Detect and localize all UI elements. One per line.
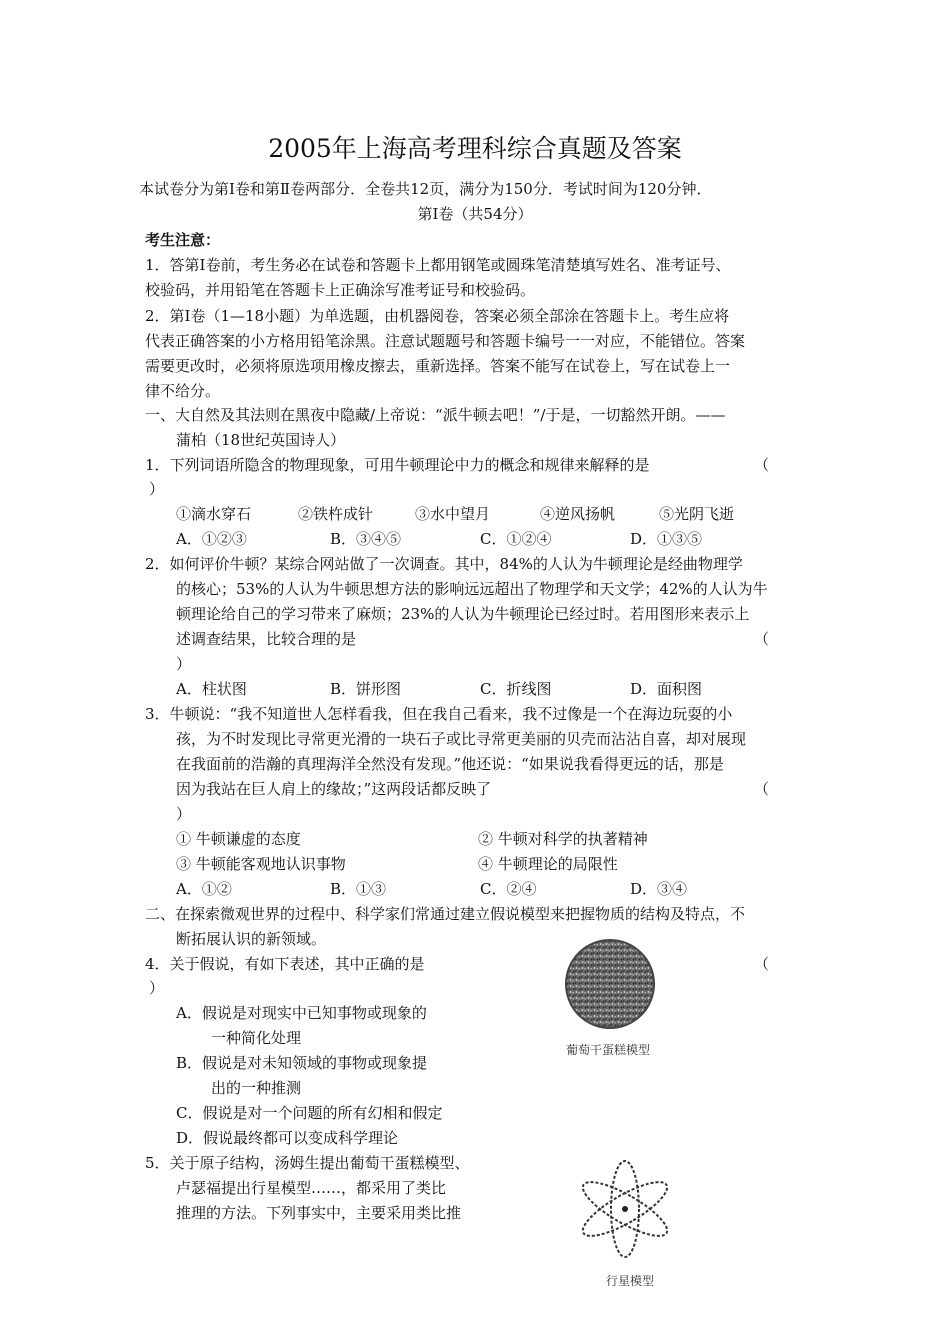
intro-text: 本试卷分为第Ⅰ卷和第Ⅱ卷两部分．全卷共12页，满分为150分．考试时间为120分钟．	[139, 180, 712, 198]
q4-paren-open: （	[754, 955, 770, 973]
q1-option-a: A．①②③	[176, 530, 247, 548]
q4-stem: 4．关于假说，有如下表述，其中正确的是	[145, 955, 425, 973]
section1-heading: 一、大自然及其法则在黑夜中隐藏/上帝说：“派牛顿去吧！”/于是，一切豁然开朗。——	[145, 406, 726, 424]
q3-option-b: B．①③	[330, 880, 387, 898]
notice-line: 需要更改时，必须将原选项用橡皮擦去，重新选择。答案不能写在试卷上，写在试卷上一	[145, 357, 731, 375]
q5-line: 推理的方法。下列事实中，主要采用类比推	[176, 1204, 462, 1222]
notice-line: 代表正确答案的小方格用铅笔涂黑。注意试题题号和答题卡编号一一对应，不能错位。答案	[145, 332, 746, 350]
q4-option-b: B．假说是对未知领域的事物或现象提	[176, 1054, 428, 1072]
q4-paren-close: ）	[149, 979, 165, 997]
notice-line: 律不给分。	[145, 382, 221, 400]
q3-line: 孩，为不时发现比寻常更光滑的一块石子或比寻常更美丽的贝壳而沾沾自喜，却对展现	[176, 730, 747, 748]
q4-option-a: A．假说是对现实中已知事物或现象的	[176, 1004, 427, 1022]
q1-item: ④逆风扬帆	[540, 505, 616, 523]
q1-stem: 1．下列词语所隐含的物理现象，可用牛顿理论中力的概念和规律来解释的是	[145, 456, 650, 474]
q3-paren-close: ）	[176, 805, 192, 823]
q3-line: 因为我站在巨人肩上的缘故；”这两段话都反映了	[176, 780, 492, 798]
q1-option-c: C．①②④	[480, 530, 552, 548]
planetary-caption: 行星模型	[606, 1274, 655, 1288]
section2-heading-cont: 断拓展认识的新领域。	[176, 930, 327, 948]
planetary-model-figure	[580, 1155, 670, 1263]
notice-line: 校验码，并用铅笔在答题卡上正确涂写准考证号和校验码。	[145, 281, 536, 299]
q3-item: ① 牛顿谦虚的态度	[176, 830, 301, 848]
q4-option-b-cont: 出的一种推测	[211, 1079, 302, 1097]
plum-pudding-model-figure	[560, 934, 660, 1034]
q2-option-b: B．饼形图	[330, 680, 402, 698]
q4-option-a-cont: 一种简化处理	[211, 1029, 302, 1047]
q2-line: 顿理论给自己的学习带来了麻烦；23%的人认为牛顿理论已经过时。若用图形来表示上	[176, 605, 750, 623]
q5-line: 5．关于原子结构，汤姆生提出葡萄干蛋糕模型、	[145, 1154, 470, 1172]
part1-heading: 第Ⅰ卷（共54分）	[417, 205, 533, 223]
q1-item: ②铁杵成针	[298, 505, 374, 523]
q1-item: ③水中望月	[415, 505, 491, 523]
q2-option-d: D．面积图	[630, 680, 703, 698]
q2-option-c: C．折线图	[480, 680, 552, 698]
q1-option-b: B．③④⑤	[330, 530, 402, 548]
q2-paren-close: ）	[176, 655, 192, 673]
q3-line: 在我面前的浩瀚的真理海洋全然没有发现。”他还说：“如果说我看得更远的话，那是	[176, 755, 724, 773]
q3-option-d: D．③④	[630, 880, 688, 898]
q4-option-c: C．假说是对一个问题的所有幻相和假定	[176, 1104, 443, 1122]
section1-heading-cont: 蒲柏（18世纪英国诗人）	[176, 431, 346, 449]
page-title: 2005年上海高考理科综合真题及答案	[268, 134, 682, 163]
notice-line: 2．第Ⅰ卷（1—18小题）为单选题，由机器阅卷，答案必须全部涂在答题卡上。考生应将	[145, 307, 730, 325]
q2-paren-open: （	[754, 630, 770, 648]
q2-line: 述调查结果，比较合理的是	[176, 630, 357, 648]
q3-item: ③ 牛顿能客观地认识事物	[176, 855, 346, 873]
q1-paren-open: （	[754, 456, 770, 474]
q3-paren-open: （	[754, 780, 770, 798]
q2-line: 的核心；53%的人认为牛顿思想方法的影响远远超出了物理学和天文学；42%的人认为牛	[176, 580, 768, 598]
q2-option-a: A．柱状图	[176, 680, 247, 698]
q1-item: ⑤光阴飞逝	[659, 505, 735, 523]
plum-pudding-caption: 葡萄干蛋糕模型	[566, 1043, 651, 1057]
q2-line: 2．如何评价牛顿？某综合网站做了一次调查。其中，84%的人认为牛顿理论是经曲物理学	[145, 555, 743, 573]
q3-item: ② 牛顿对科学的执著精神	[478, 830, 648, 848]
notice-heading: 考生注意：	[145, 231, 221, 249]
section2-heading: 二、在探索微观世界的过程中、科学家们常通过建立假说模型来把握物质的结构及特点，不	[145, 905, 746, 923]
q4-option-d: D．假说最终都可以变成科学理论	[176, 1129, 399, 1147]
q3-item: ④ 牛顿理论的局限性	[478, 855, 618, 873]
notice-line: 1．答第Ⅰ卷前，考生务必在试卷和答题卡上都用钢笔或圆珠笔清楚填写姓名、准考证号、	[145, 256, 731, 274]
q1-item: ①滴水穿石	[176, 505, 252, 523]
q3-option-c: C．②④	[480, 880, 537, 898]
q3-option-a: A．①②	[176, 880, 232, 898]
q1-paren-close: ）	[149, 480, 165, 498]
q3-line: 3．牛顿说：“我不知道世人怎样看我，但在我自己看来，我不过像是一个在海边玩耍的小	[145, 705, 733, 723]
q5-line: 卢瑟福提出行星模型……，都采用了类比	[176, 1179, 447, 1197]
q1-option-d: D．①③⑤	[630, 530, 703, 548]
